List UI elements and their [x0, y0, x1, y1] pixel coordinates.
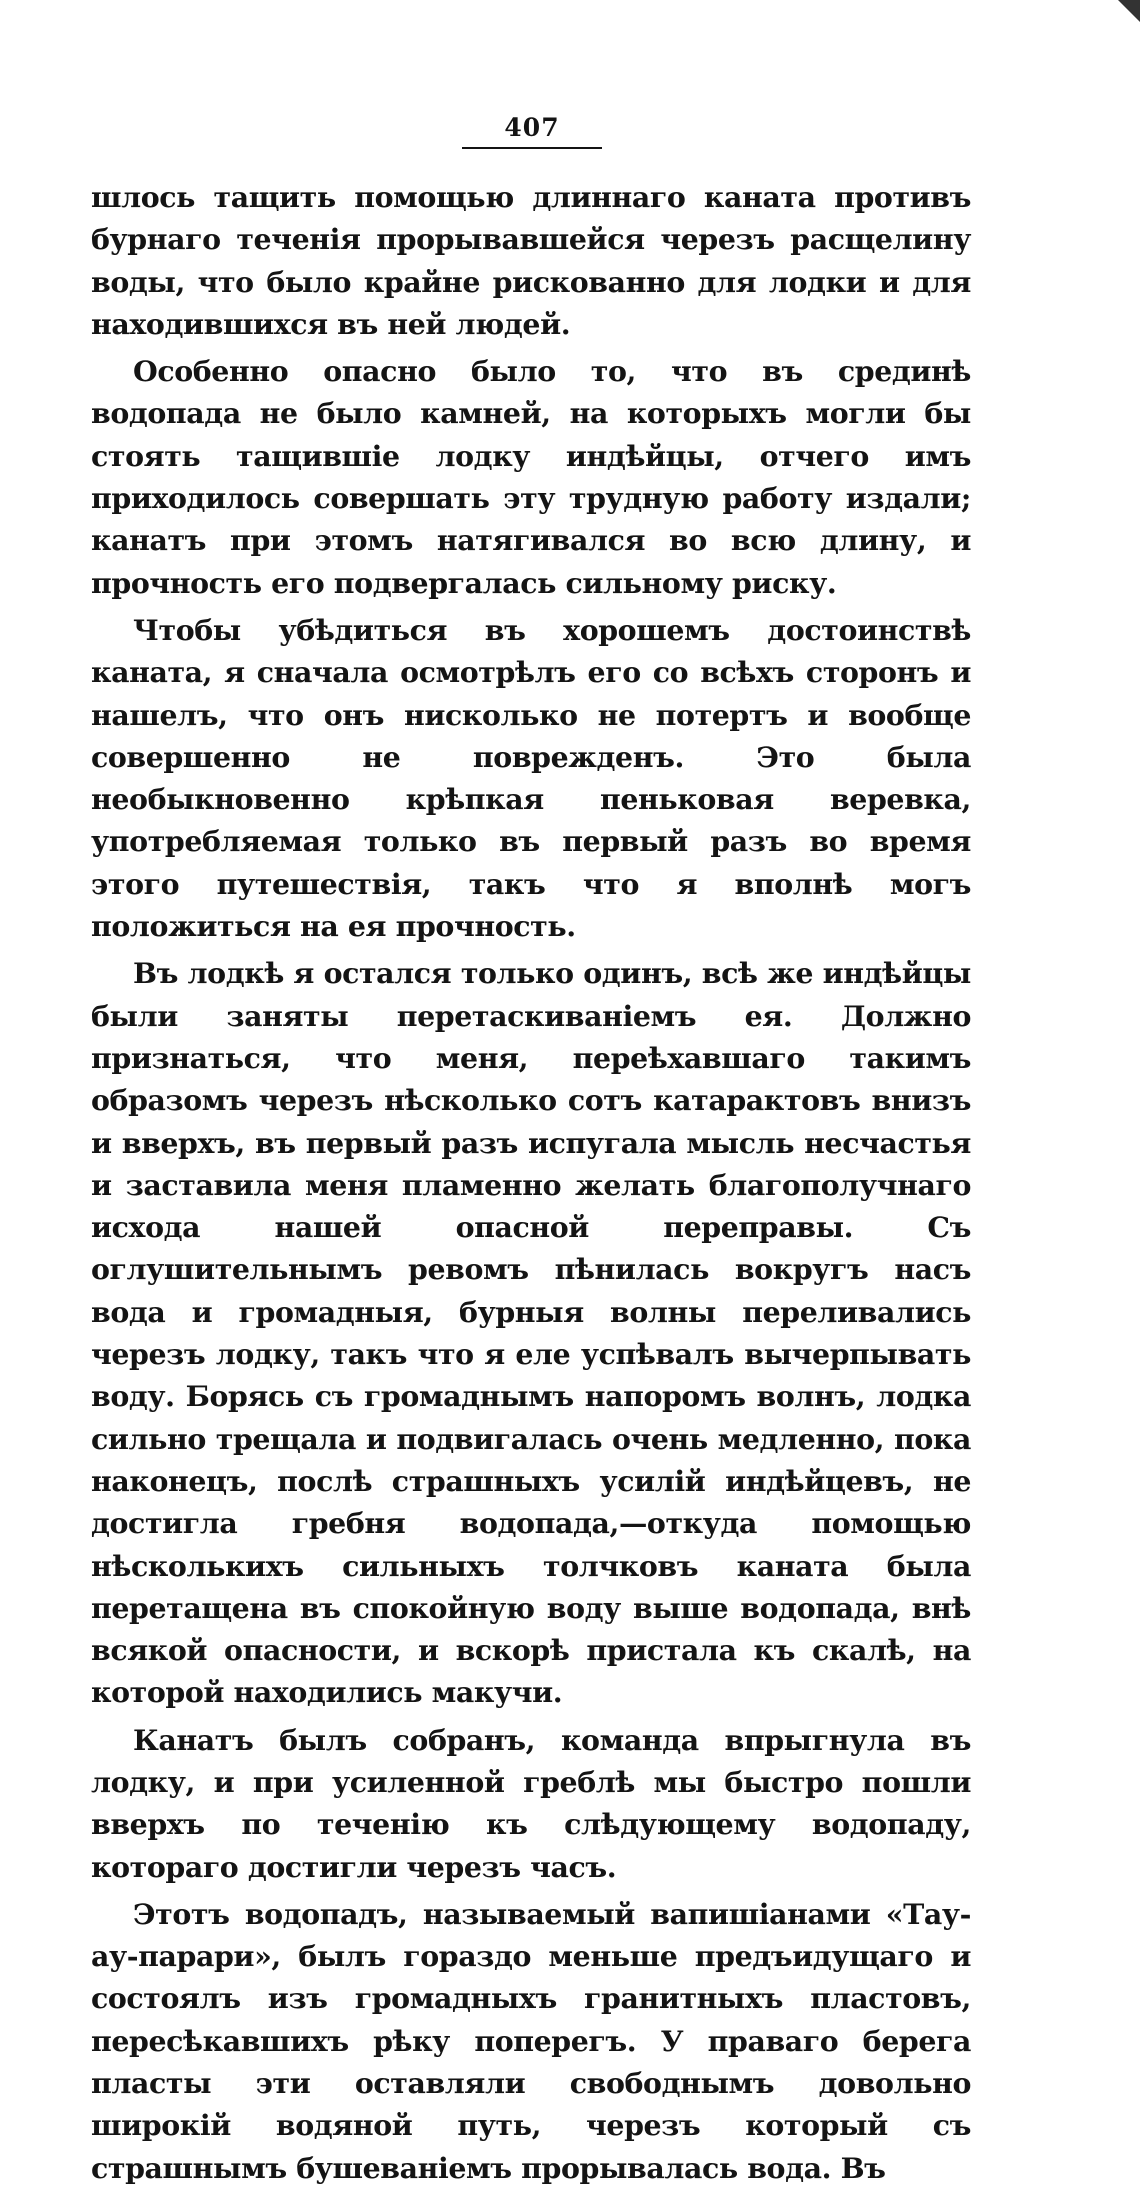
paragraph: Канатъ былъ собранъ, команда впрыгнула въ лодку, и при усиленной греблѣ мы быстро пошли вверхъ по теченію къ слѣдующему водопаду, котораго достигли черезъ часъ.	[91, 1722, 971, 1884]
paragraph: Въ лодкѣ я остался только одинъ, всѣ же индѣйцы были заняты перетаскиваніемъ ея. Должно признаться, что меня, переѣхавшаго такимъ образомъ черезъ нѣсколько сотъ катарактовъ внизъ и вверхъ, въ первый разъ испугала мысль несчастья и заставила меня пламенно желать благополучнаго исхода нашей опасной переправы. Съ оглушительнымъ ревомъ пѣнилась вокругъ насъ вода и громадныя, бурныя волны переливались черезъ лодку, такъ что я еле успѣвалъ вычерпывать воду. Борясь съ громаднымъ напоромъ волнъ, лодка сильно трещала и подвигалась очень медленно, пока наконецъ, послѣ страшныхъ усилій индѣйцевъ, не достигла гребня водопада,—откуда помощью нѣсколькихъ сильныхъ толчковъ каната была перетащена въ спокойную воду выше водопада, внѣ всякой опасности, и вскорѣ пристала къ скалѣ, на которой находились макучи.	[91, 956, 971, 1710]
body-text	[91, 176, 971, 2194]
page-corner-edge	[1118, 0, 1140, 22]
page-number: 407	[504, 113, 560, 142]
paragraph: шлось тащить помощью длиннаго каната противъ бурнаго теченія прорывавшейся черезъ расщелину воды, что было крайне рискованно для лодки и для находившихся въ ней людей.	[91, 180, 971, 341]
paragraph: Чтобы убѣдиться въ хорошемъ достоинствѣ каната, я сначала осмотрѣлъ его со всѣхъ сторонъ и нашелъ, что онъ нисколько не потертъ и вообще совершенно не поврежденъ. Это была необыкновенно крѣпкая пеньковая веревка, употребляемая только въ первый разъ во время этого путешествія, такъ что я вполнѣ могъ положиться на ея прочность.	[91, 612, 971, 944]
page-number-rule	[462, 147, 602, 149]
paragraph: Особенно опасно было то, что въ срединѣ водопада не было камней, на которыхъ могли бы стоять тащившіе лодку индѣйцы, отчего имъ приходилось совершать эту трудную работу издали; канатъ при этомъ натягивался во всю длину, и прочность его подвергалась сильному риску.	[91, 354, 971, 600]
paragraph: Этотъ водопадъ, называемый вапишіанами «Тау-ау-парари», былъ гораздо меньше предъидущаго и состоялъ изъ громадныхъ гранитныхъ пластовъ, пересѣкавшихъ рѣку поперегъ. У праваго берега пласты эти оставляли свободнымъ довольно широкій водяной путь, черезъ который съ страшнымъ бушеваніемъ прорывалась вода. Въ	[91, 1896, 971, 2185]
